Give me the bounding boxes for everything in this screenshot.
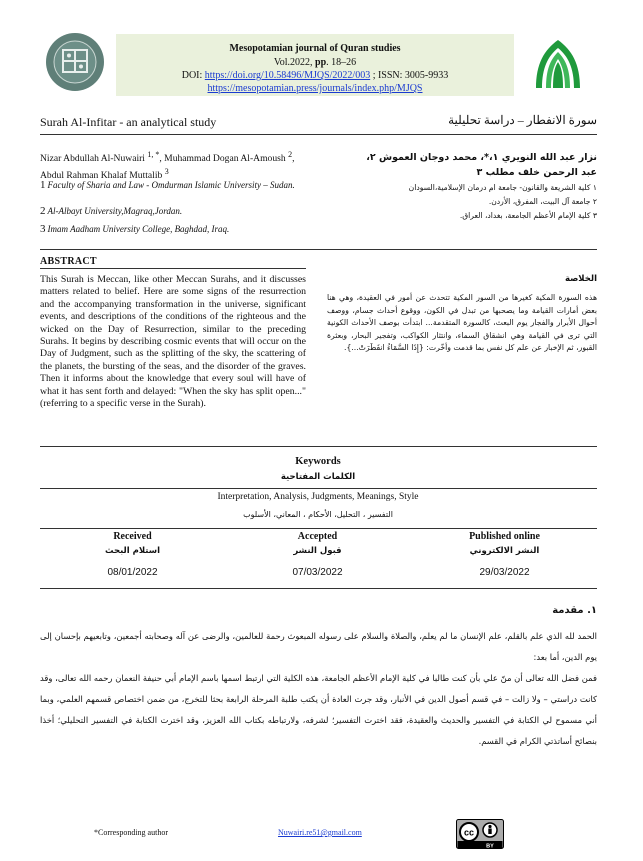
author-2: , Muhammad Dogan Al-Amoush xyxy=(159,153,289,165)
intro-paragraph-2: فمن فضل الله تعالى أن منّ علي بأن كنت طالبا في كلية الإمام الأعظم الجامعة، هذه الكلية التي ارتبط اسمها باسم الإمام أبي حنيفة النعمان رحمه الله تعالى، وقد كانت دراستي – ولا زالت – في قسم أصول الدين في الأنبار، وقد جرت العادة أن يكتب طلبة المرحلة الرابعة بحثا للتخرج، من ضمن اختصاص قسمهم العلمي، وبما أني مسموح لي الكتابة في التفسير والحديث والعقيدة، فقد اخترت التفسير؛ لشرفه، ولارتباطه بكتاب الله العزيز، وقد اخترت الكتابة في التفسير التحليلي؛ أخذا بنصائح أساتذتي الكرام في القسم. xyxy=(40,673,597,746)
volume-text: Vol.2022, xyxy=(273,57,316,68)
pp-label: pp xyxy=(315,57,327,68)
keywords-title: Keywords xyxy=(295,456,341,467)
author-1-sup: 1, * xyxy=(147,150,160,159)
received-date: 08/01/2022 xyxy=(107,567,158,578)
issn-text: ; ISSN: 3005-9933 xyxy=(370,70,449,81)
accepted-ar-label: قبول النشر xyxy=(293,546,342,556)
accepted-label: Accepted xyxy=(297,531,338,542)
keywords-top-divider xyxy=(40,446,597,447)
journal-title: Mesopotamian journal of Quran studies xyxy=(229,43,401,54)
affiliation-en-2 xyxy=(40,206,300,217)
published-label: Published online xyxy=(469,531,540,542)
aff-num: 3 xyxy=(40,223,46,235)
authors-ar xyxy=(317,150,597,180)
aff-num: 1 xyxy=(40,179,46,191)
affiliation-ar-1: ١ كلية الشريعة والقانون- جامعة ام درمان الإسلامية،السودان xyxy=(408,183,597,192)
keywords-divider xyxy=(40,488,597,489)
keywords-en: Interpretation, Analysis, Judgments, Meanings, Style xyxy=(217,492,419,502)
affiliation-ar-2: ٢ جامعة آل البيت، المفرق، الأردن. xyxy=(488,197,597,206)
corresponding-email-link[interactable]: Nuwairi.re51@gmail.com xyxy=(278,828,362,837)
page-range: . 18–26 xyxy=(326,57,357,68)
affiliation-ar-3: ٣ كلية الإمام الأعظم الجامعة، بغداد، العراق. xyxy=(459,211,597,220)
authors-divider xyxy=(40,249,597,250)
journal-url-link[interactable]: https://mesopotamian.press/journals/index.php/MJQS xyxy=(207,83,423,94)
aff-num: 2 xyxy=(40,205,46,217)
affiliation-en-3 xyxy=(40,224,300,235)
cc-text: cc xyxy=(463,827,475,838)
paper-title-ar: سورة الانفطار – دراسة تحليلية xyxy=(448,113,597,127)
dates-bottom-divider xyxy=(40,588,597,589)
aff-text: Al-Albayt University,Magraq,Jordan. xyxy=(47,206,183,216)
abstract-text: This Surah is Meccan, like other Meccan Surahs, and it discusses matters related to belief. Here are some signs of the resurrection and the accompanying transformation in the universe, significant events, and descriptions of the conditions of the righteous and the wicked on the Day of Resurrection, similar to the preceding Surahs. It begins by describing cosmic events that will occur on the Day of Judgment, such as the splitting of the sky, the scattering of the planets, the bursting of the seas, and the disorder of the graves. Then it informs about the knowledge that every soul will have of what it has sent forth and delayed: "When the sky has split open..." (referring to a specific verse in the Surah). xyxy=(40,274,306,410)
title-divider xyxy=(40,134,597,135)
accepted-column xyxy=(225,531,410,578)
author-3-sup: 3 xyxy=(164,167,169,177)
doi-link[interactable]: https://doi.org/10.58496/MJQS/2022/003 xyxy=(204,70,371,81)
keywords-ar: التفسير ، التحليل، الأحكام ، المعاني، الأسلوب xyxy=(243,510,393,519)
received-ar-label: استلام البحث xyxy=(104,546,161,556)
authors-ar-line2: عبد الرحمن خلف مطلب ٣ xyxy=(476,167,597,178)
received-column xyxy=(40,531,225,578)
aff-text: Imam Aadham University College, Baghdad, Iraq. xyxy=(47,224,230,234)
published-column xyxy=(412,531,597,578)
abstract-divider xyxy=(40,268,306,269)
section-heading-introduction: ١. مقدمة xyxy=(552,605,597,616)
corresponding-author-note: *Corresponding author xyxy=(94,828,168,837)
published-ar-label: النشر الالكتروني xyxy=(469,546,540,556)
abstract-heading: ABSTRACT xyxy=(40,256,97,267)
aff-text: Faculty of Sharia and Law - Omdurman Islamic University – Sudan. xyxy=(47,180,295,190)
author-1: Nizar Abdullah Al-Nuwairi xyxy=(40,153,148,165)
intro-paragraph-1: الحمد لله الذي علم بالقلم، علم الإنسان ما لم يعلم، والصلاة والسلام على رسوله المبعوث رحمة للعالمين، والرضى عن آله وصحابته أجمعين، وتابعيهم بإحسان إلى يوم الدين، أما بعد: xyxy=(40,631,597,662)
author-3: , Abdul Rahman Khalaf Muttalib xyxy=(40,153,295,182)
journal-volume xyxy=(116,57,514,68)
doi-line xyxy=(116,70,514,81)
journal-url-line xyxy=(116,83,514,94)
by-text: BY xyxy=(486,843,494,849)
doi-label: DOI: xyxy=(181,70,205,81)
abstract-ar-text: هذه السورة المكية كغيرها من السور المكية تتحدث عن أمور في العقيدة، وهي هنا بعض أمارات القيامة وما يصحبها من تبدل في الكون، ووقوع أحداث جسام، ووصف أحوال الأبرار والفجار يوم البعث، كالسورة المتقدمة... ابتدأت بوصف الأحداث الكونية التي ترى في القيامة وهي انشقاق السماء، وانتثار الكواكب، وتفجير البحار، وبعثرة القبور، ثم الإخبار عن علم كل نفس بما قدمت وأخّرت: {إِذَا السَّمَاءُ انفَطَرَتْ...}. xyxy=(327,293,597,353)
author-2-sup: 2 xyxy=(288,150,293,159)
keywords-ar-title: الكلمات المفتاحية xyxy=(280,472,356,482)
abstract-ar-heading: الخلاصة xyxy=(564,274,597,284)
authors-ar-line1: نزار عبد الله النويري ١،*، محمد دوجان العموش ٢، xyxy=(366,152,597,163)
published-date: 29/03/2022 xyxy=(479,567,530,578)
cc-by-license-badge[interactable] xyxy=(456,819,504,849)
mesopotamian-logo xyxy=(44,28,106,96)
received-label: Received xyxy=(113,531,152,542)
paper-title-en: Surah Al-Infitar - an analytical study xyxy=(40,115,217,129)
affiliation-en-1 xyxy=(40,180,300,191)
quran-journal-logo xyxy=(526,36,590,94)
authors-en xyxy=(40,148,295,182)
dates-divider xyxy=(40,528,597,529)
accepted-date: 07/03/2022 xyxy=(292,567,343,578)
